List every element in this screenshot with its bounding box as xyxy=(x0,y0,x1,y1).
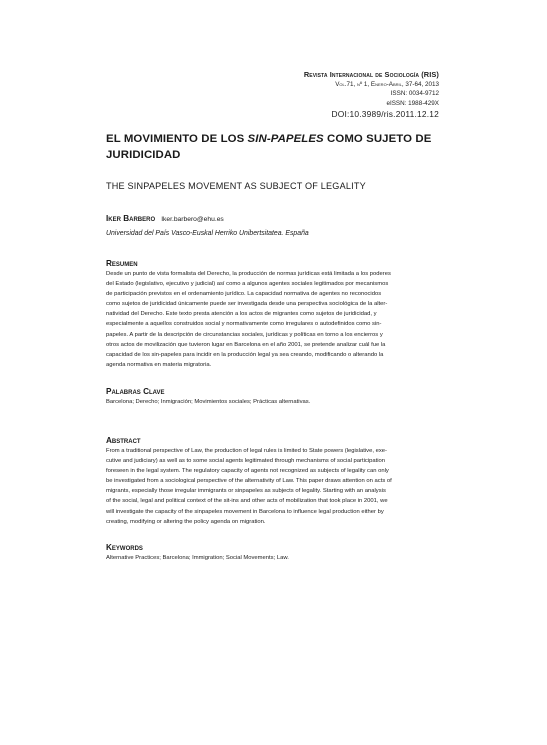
resumen-body xyxy=(106,269,442,370)
palabras-clave-section xyxy=(106,387,442,407)
volume-info: Vol.71, nº 1, Enero-Abril, 37-64, 2013 xyxy=(335,80,439,88)
abstract-line: foreseen in the legal system. The regulatory capacity of agents not recognized as subjects of legality can only xyxy=(106,468,389,475)
resumen-line: papeles. A partir de la descripción de circunstancias sociales, jurídicas y políticas en torno a los encierros y xyxy=(106,331,383,338)
title-spanish xyxy=(106,132,442,163)
author-line xyxy=(106,214,442,223)
resumen-section xyxy=(106,259,442,370)
keywords-section xyxy=(106,543,442,563)
title-part-1: EL MOVIMIENTO DE LOS xyxy=(106,133,248,145)
resumen-line: como sujetos de juridicidad únicamente puede ser investigada desde una perspectiva sociológica de la alter- xyxy=(106,301,388,308)
abstract-line: cutive and judiciary) as well as to some social agents legitimated through mechanisms of social participation xyxy=(106,458,386,465)
title-line-2: JURIDICIDAD xyxy=(106,148,181,161)
resumen-heading: Resumen xyxy=(106,259,138,268)
abstract-line: From a traditional perspective of Law, the production of legal rules is limited to State powers (legislative, exe- xyxy=(106,448,387,454)
palabras-clave-heading: Palabras Clave xyxy=(106,387,165,396)
keywords-heading: Keywords xyxy=(106,543,143,552)
doi: DOI:10.3989/ris.2011.12.12 xyxy=(331,109,439,119)
abstract-heading: Abstract xyxy=(106,436,141,445)
keywords-text: Alternative Practices; Barcelona; Immigration; Social Movements; Law. xyxy=(106,555,289,561)
abstract-line: creating, modifying or altering the policy agenda on migration. xyxy=(106,518,266,525)
palabras-clave-text: Barcelona; Derecho; Inmigración; Movimientos sociales; Prácticas alternativas. xyxy=(106,399,311,405)
resumen-line: capacidad de los sin-papeles para incidir en la producción legal ya sea creando, modificando o alterando la xyxy=(106,351,384,358)
journal-header xyxy=(304,70,439,120)
title-part-2: COMO SUJETO DE xyxy=(323,133,432,145)
journal-name: Revista Internacional de Sociología (RIS) xyxy=(303,70,439,79)
abstract-line: migrants, especially those irregular immigrants or sinpapeles as subjects of legality. Starting with an analysis xyxy=(106,488,386,495)
issn: ISSN: 0034-9712 xyxy=(390,90,439,97)
resumen-line: natividad del Derecho. Este texto presta atención a los actos de migrantes como sujetos de juridicidad, y xyxy=(106,311,377,318)
title-italic: SIN-PAPELES xyxy=(247,133,324,145)
resumen-line: del Estado (legislativo, ejecutivo y judicial) así como a algunos agentes sociales legitimados por mecanismos xyxy=(106,281,389,288)
abstract-line: be investigated from a sociological perspective of the alternativity of Law. This paper draws attention on acts of xyxy=(106,478,392,485)
resumen-line: agenda normativa en materia migratoria. xyxy=(106,361,212,368)
resumen-line: especialmente a aquellos construidos social y normativamente como irregulares o autodefinidos como sin- xyxy=(106,321,382,328)
author-name: Iker Barbero xyxy=(106,214,156,223)
eissn: eISSN: 1988-429X xyxy=(386,99,439,107)
resumen-line: de participación previstos en el ordenamiento jurídico. La capacidad normativa de agentes no reconocidos xyxy=(106,291,382,298)
abstract-body xyxy=(106,446,442,527)
author-email[interactable]: Iker.barbero@ehu.es xyxy=(161,216,224,223)
title-english: THE SINPAPELES MOVEMENT AS SUBJECT OF LEGALITY xyxy=(106,181,366,191)
resumen-line: Desde un punto de vista formalista del Derecho, la producción de normas jurídicas está limitada a los poderes xyxy=(106,271,391,277)
abstract-line: will investigate the capacity of the sinpapeles movement in Barcelona to influence legal production either by xyxy=(106,508,384,515)
abstract-line: of the social, legal and political context of the sit-ins and other acts of mobilization that took place in 2001, we xyxy=(106,498,388,505)
resumen-line: otros actos de movilización que tuvieron lugar en Barcelona en el año 2001, se pretende analizar cuál fue la xyxy=(106,341,386,348)
abstract-section xyxy=(106,436,442,527)
author-affiliation: Universidad del País Vasco-Euskal Herriko Unibertsitatea. España xyxy=(106,230,309,237)
